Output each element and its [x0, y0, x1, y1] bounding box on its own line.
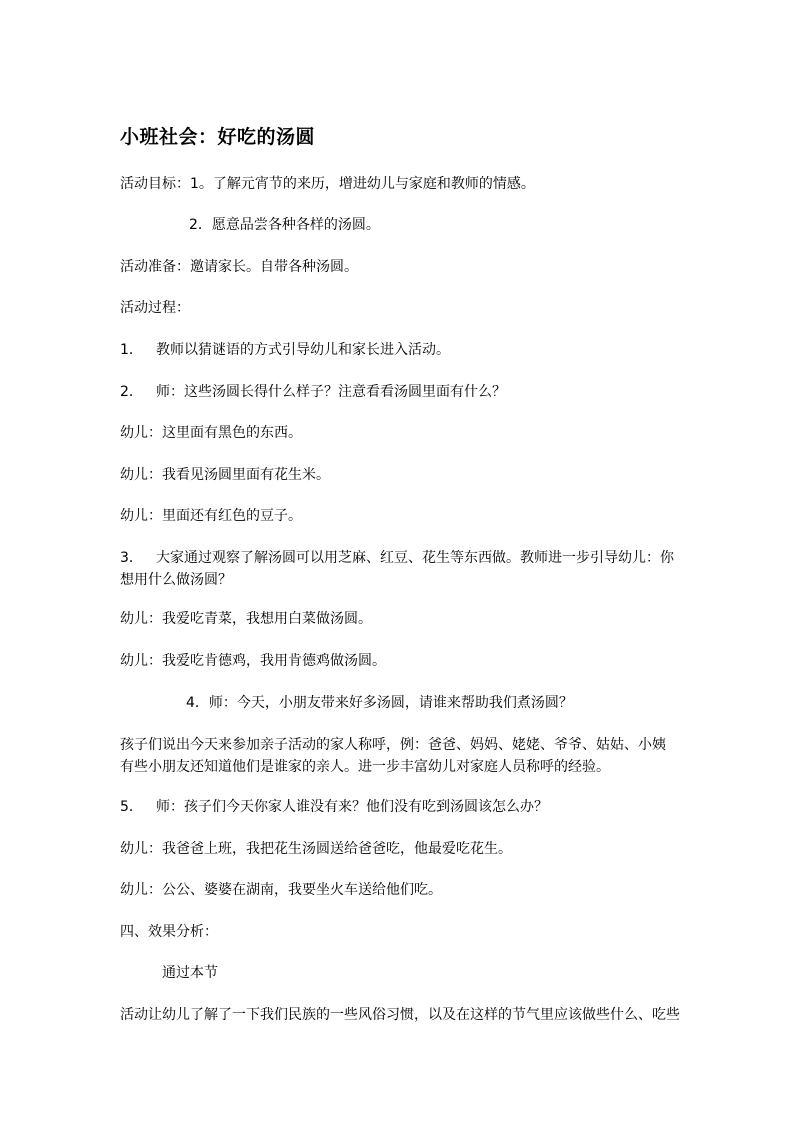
child-reply-2: 幼儿：我看见汤圆里面有花生米。 [120, 467, 330, 483]
step-1 [120, 339, 450, 361]
step-1-number: 1． [120, 342, 143, 358]
child-reply-7: 幼儿：公公、婆婆在湖南，我要坐火车送给他们吃。 [120, 882, 442, 898]
child-reply-5: 幼儿：我爱吃肯德鸡，我用肯德鸡做汤圆。 [120, 653, 386, 669]
step-3-number: 3． [120, 550, 143, 566]
analysis-heading: 四、效果分析： [120, 924, 218, 940]
step-2-number: 2． [120, 384, 143, 400]
step-3-text: 大家通过观察了解汤圆可以用芝麻、红豆、花生等东西做。教师进一步引导幼儿：你想用什么做汤圆？ [120, 550, 674, 588]
step-2-text: 师：这些汤圆长得什么样子？注意看看汤圆里面有什么？ [156, 384, 506, 400]
step-2 [120, 381, 506, 403]
step-5-text: 师：孩子们今天你家人谁没有来？他们没有吃到汤圆该怎么办？ [156, 799, 548, 815]
step-4: 4．师：今天，小朋友带来好多汤圆，请谁来帮助我们煮汤圆？ [186, 695, 573, 711]
goal-line-1: 活动目标：1。了解元宵节的来历，增进幼儿与家庭和教师的情感。 [120, 176, 535, 192]
step-5-number: 5． [120, 799, 143, 815]
analysis-intro: 通过本节 [162, 965, 218, 981]
goal-line-2: 2．愿意品尝各种各样的汤圆。 [189, 217, 380, 233]
analysis-text: 活动让幼儿了解了一下我们民族的一些风俗习惯，以及在这样的节气里应该做些什么、吃些 [120, 1007, 680, 1023]
child-reply-4: 幼儿：我爱吃青菜，我想用白菜做汤圆。 [120, 611, 372, 627]
step-5 [120, 796, 548, 818]
child-reply-3: 幼儿：里面还有红色的豆子。 [120, 508, 302, 524]
child-reply-6: 幼儿：我爸爸上班，我把花生汤圆送给爸爸吃，他最爱吃花生。 [120, 841, 512, 857]
process-heading: 活动过程： [120, 300, 190, 316]
step-1-text: 教师以猜谜语的方式引导幼儿和家长进入活动。 [156, 342, 450, 358]
step-3 [120, 547, 678, 591]
document-title: 小班社会：好吃的汤圆 [120, 126, 316, 148]
child-reply-1: 幼儿：这里面有黑色的东西。 [120, 425, 302, 441]
preparation-line: 活动准备：邀请家长。自带各种汤圆。 [120, 259, 358, 275]
family-titles-paragraph: 孩子们说出今天来参加亲子活动的家人称呼，例：爸爸、妈妈、姥姥、爷爷、姑姑、小姨有些小朋友还知道他们是谁家的亲人。进一步丰富幼儿对家庭人员称呼的经验。 [120, 737, 666, 775]
